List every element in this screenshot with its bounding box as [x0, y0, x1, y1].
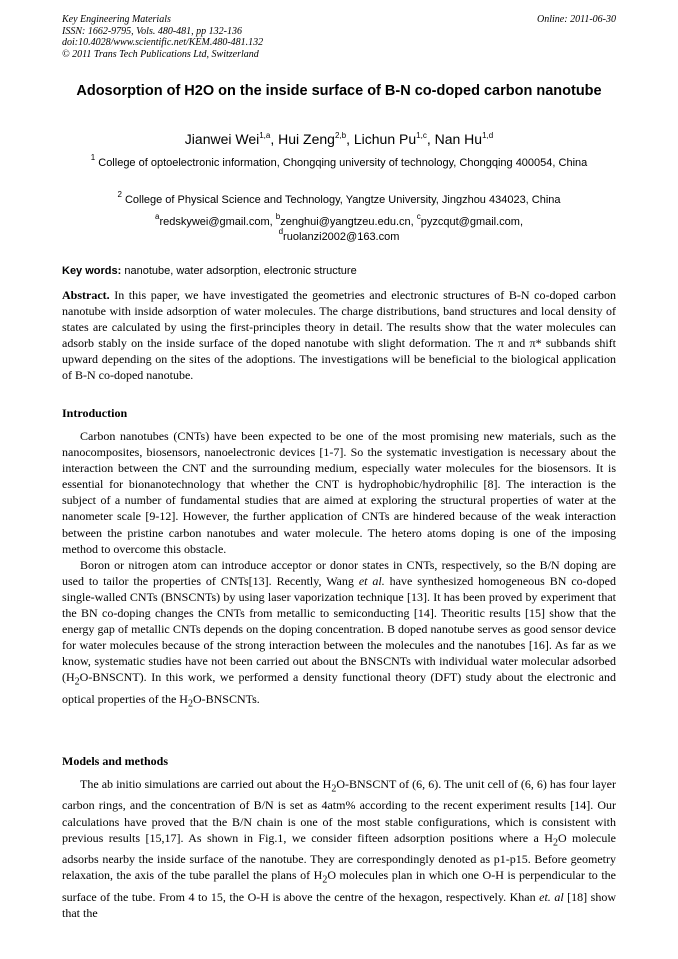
- email-mark: d: [278, 227, 284, 236]
- text-run: Boron or nitrogen atom can introduce acceptor or donor states in CNTs, respectively, so the B/N doping are used to tailor the properties of CNTs[13]. Recently, Wang: [62, 557, 616, 588]
- email-mark: c: [416, 212, 421, 221]
- paragraph: Carbon nanotubes (CNTs) have been expected to be one of the most promising new materials, such as the nanocomposites, biosensors, nanoelectronic devices [1-7]. So the systematic investigation is necessary about the interaction between the CNT and the surrounding medium, especially water molecules for the biosensors. It is essential for bionanotechnology that whether the CNT is hydrophobic/hydrophilic [8]. The interaction is the subject of a number of fundamental studies that are aimed at exploring the structural properties of water at the nanometer scale [9-12]. However, the further application of CNTs are hindered because of the weak interaction between the pristine carbon nanotubes and water molecule. The hetero atoms doping is one of the imposing method to overcome this obstacle.: [62, 429, 616, 556]
- paragraph: [62, 776, 616, 921]
- text-run: O molecules plan in which one O-H is perpendicular to the surface of the tube. From 4 to 15, the O-H is above the centre of the hexagon, respectively. Khan: [62, 868, 616, 904]
- author-name: Nan Hu: [434, 131, 483, 147]
- paper-title: Adosorption of H2O on the inside surface of B-N co-doped carbon nanotube: [76, 83, 602, 99]
- text-run: have synthesized homogeneous BN co-doped single-walled CNTs (BNSCNTs) by using laser vaporization technique [13]. It has been proved by experiment that the BN co-doping changes the CNTs from metallic to semiconducting [14]. Theoritic results [15] show that the energy gap of metallic CNTs depends on the doping concentration. B doped nanotube serves as good sensor device for water molecules because of the strong interaction between the molecules and the nanotubes [16]. As far as we know, systematic studies have not been carried out about the BNSCNTs with individual water molecular adsorbed (H: [62, 573, 616, 685]
- text-run: O-BNSCNT of (6, 6). The unit cell of (6, 6) has four layer carbon rings, and the concentration of B/N is set as 4atm% according to the recent experiment results [14]. Our calculations have proved that the B/N chain is one of the most stable configurations, which is consistent with previous results [15,17]. As shown in Fig.1, we consider fifteen adsorption positions where a H: [62, 777, 616, 845]
- author-affiliation-mark: 1,d: [482, 131, 494, 140]
- text-run: O-BNSCNTs.: [192, 691, 260, 706]
- author-name: Jianwei Wei: [184, 131, 260, 147]
- text-run: [18] show that the: [62, 889, 617, 920]
- text-run: O molecule adsorbs nearby the inside surface of the nanotube. They are correspondingly denoted as p1-p15. Before geometry relaxation, the axis of the tube parallel the plans of H: [62, 830, 617, 883]
- methods-body: [62, 776, 616, 921]
- affiliation-1: [62, 153, 616, 171]
- author-affiliation-mark: 1,a: [259, 131, 271, 140]
- section-heading-methods: Models and methods: [62, 754, 169, 768]
- section-heading-introduction: Introduction: [62, 406, 128, 420]
- abstract-label: Abstract.: [62, 288, 110, 302]
- journal-name: Key Engineering Materials: [62, 14, 171, 25]
- abstract-text: In this paper, we have investigated the geometries and electronic structures of B-N co-doped carbon nanotube with inside adsorption of water molecules. The charge distributions, band structures and local density of states are calculated by using the first-principles theory in detail. The results show that the water molecules can adsorb stably on the inside surface of the doped nanotube with slight deformation. The π and π* subbands shift upward depending on the sites of the adoptions. The investigations will be beneficial to the biological application of B-N co-doped nanotube.: [62, 288, 616, 383]
- author-name: Hui Zeng: [278, 131, 335, 147]
- doi-line: doi:10.4028/www.scientific.net/KEM.480-481.132: [62, 37, 264, 48]
- copyright-line: © 2011 Trans Tech Publications Ltd, Switzerland: [62, 48, 259, 60]
- introduction-body: [62, 428, 616, 712]
- author-name: Lichun Pu: [353, 131, 417, 147]
- author-affiliation-mark: 1,c: [416, 131, 427, 140]
- email-mark: a: [154, 212, 160, 221]
- affiliation-mark: 1: [90, 153, 96, 162]
- affiliation-text: College of optoelectronic information, Chongqing university of technology, Chongqing 400054, China: [98, 157, 588, 169]
- subscript: 2: [322, 874, 328, 886]
- keywords-label: Key words:: [62, 265, 122, 277]
- journal-header: [62, 14, 616, 60]
- keywords: [62, 264, 616, 278]
- affiliation-2: [62, 190, 616, 208]
- author-affiliation-mark: 2,b: [334, 131, 347, 140]
- issn-line: ISSN: 1662-9795, Vols. 480-481, pp 132-136: [62, 25, 242, 37]
- subscript: 2: [74, 676, 80, 688]
- keywords-text: nanotube, water adsorption, electronic structure: [121, 265, 357, 277]
- subscript: 2: [552, 837, 558, 849]
- online-date: Online: 2011-06-30: [537, 14, 616, 25]
- affiliation-text: College of Physical Science and Technology, Yangtze University, Jingzhou 434023, China: [124, 194, 561, 206]
- email-link[interactable]: zenghui@yangtzeu.edu.cn,: [280, 216, 417, 228]
- subscript: 2: [331, 783, 337, 795]
- text-run: O-BNSCNT). In this work, we performed a density functional theory (DFT) study about the electronic and optical properties of the H: [62, 670, 616, 706]
- email-mark: b: [275, 212, 281, 221]
- affiliation-mark: 2: [117, 190, 122, 199]
- abstract: [62, 287, 616, 384]
- subscript: 2: [187, 698, 193, 710]
- email-link[interactable]: redskywei@gmail.com,: [159, 216, 276, 228]
- paragraph: [62, 557, 616, 713]
- author-list: Jianwei Wei$^{1,a}$, Hui Zeng$^{2,b}$, Lichun Pu$^{1,c}$, Nan Hu$^{1,d}$: [184, 131, 494, 147]
- text-run-italic: et. al: [539, 889, 564, 904]
- email-link[interactable]: pyzcqut@gmail.com,: [420, 216, 524, 228]
- text-run-italic: et al.: [358, 573, 385, 588]
- text-run: The ab initio simulations are carried out about the H: [80, 777, 332, 791]
- author-emails: [62, 212, 616, 245]
- email-link[interactable]: ruolanzi2002@163.com: [283, 231, 400, 243]
